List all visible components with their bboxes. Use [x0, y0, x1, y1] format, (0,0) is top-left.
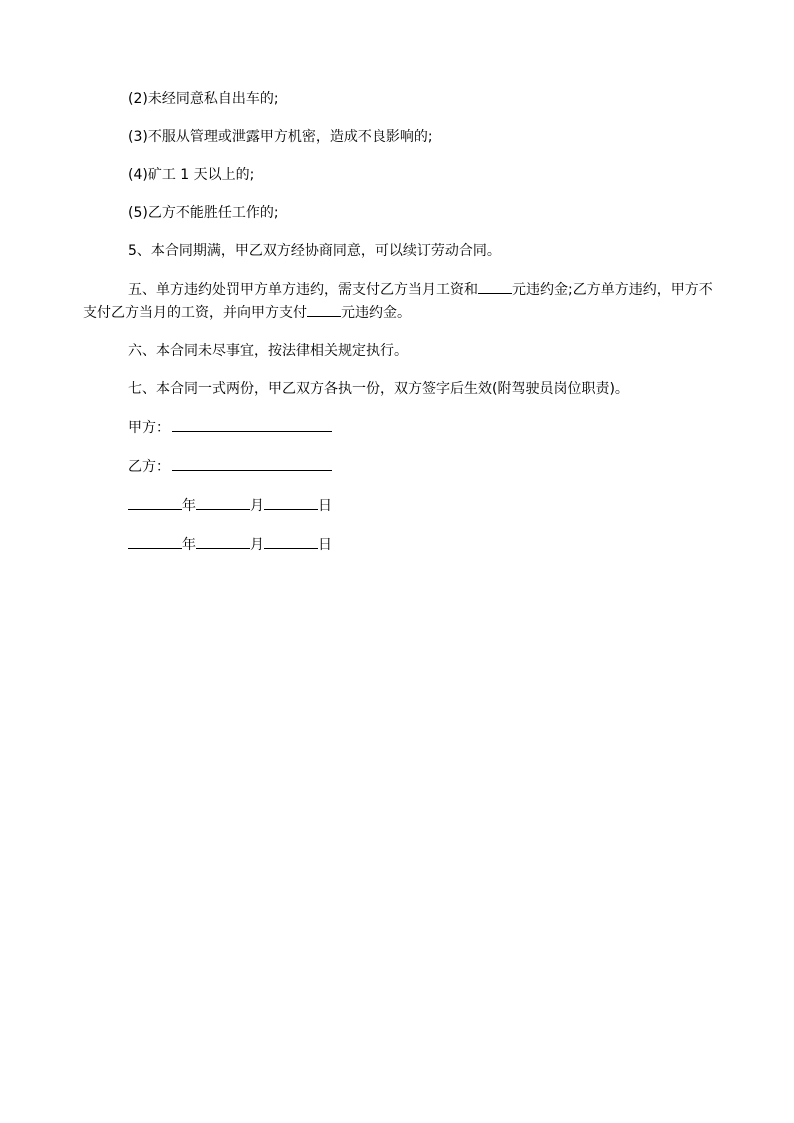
date-line-2	[83, 533, 713, 556]
date-2-year-label: 年	[182, 537, 196, 553]
date-1-month-blank[interactable]	[196, 494, 250, 510]
party-b-signature-blank[interactable]	[172, 455, 332, 471]
date-2-day-blank[interactable]	[264, 533, 318, 549]
date-1-month-label: 月	[250, 498, 264, 514]
date-2-month-label: 月	[250, 537, 264, 553]
penalty-amount-blank-b[interactable]	[307, 301, 341, 317]
clause-five-text-3: 元违约金。	[341, 305, 411, 321]
document-body	[83, 88, 713, 572]
date-2-year-blank[interactable]	[128, 533, 182, 549]
list-item-4: (4)矿工 1 天以上的;	[128, 167, 255, 183]
penalty-amount-blank-a[interactable]	[478, 278, 512, 294]
date-1-day-blank[interactable]	[264, 494, 318, 510]
party-b-signature-line	[83, 455, 713, 478]
list-item-3: (3)不服从管理或泄露甲方机密，造成不良影响的;	[128, 129, 433, 145]
party-a-label: 甲方：	[128, 420, 170, 436]
party-a-signature-blank[interactable]	[172, 416, 332, 432]
date-2-day-label: 日	[318, 537, 332, 553]
date-1-year-label: 年	[182, 498, 196, 514]
date-1-year-blank[interactable]	[128, 494, 182, 510]
clause-six: 六、本合同未尽事宜，按法律相关规定执行。	[128, 343, 408, 359]
clause-five-text-2: 元违约金;乙方单方违约，甲方不支付乙方当月的工资，并向甲方支付	[83, 282, 713, 321]
list-item-5: (5)乙方不能胜任工作的;	[128, 205, 279, 221]
clause-seven: 七、本合同一式两份，甲乙双方各执一份，双方签字后生效(附驾驶员岗位职责)。	[128, 381, 629, 397]
party-a-signature-line	[83, 416, 713, 439]
date-2-month-blank[interactable]	[196, 533, 250, 549]
clause-five-breach	[83, 278, 713, 324]
clause-5-renewal: 5、本合同期满，甲乙双方经协商同意，可以续订劳动合同。	[128, 243, 501, 259]
date-line-1	[83, 494, 713, 517]
date-1-day-label: 日	[318, 498, 332, 514]
clause-five-text-1: 五、单方违约处罚甲方单方违约，需支付乙方当月工资和	[128, 282, 478, 298]
party-b-label: 乙方：	[128, 459, 170, 475]
list-item-2: (2)未经同意私自出车的;	[128, 91, 279, 107]
